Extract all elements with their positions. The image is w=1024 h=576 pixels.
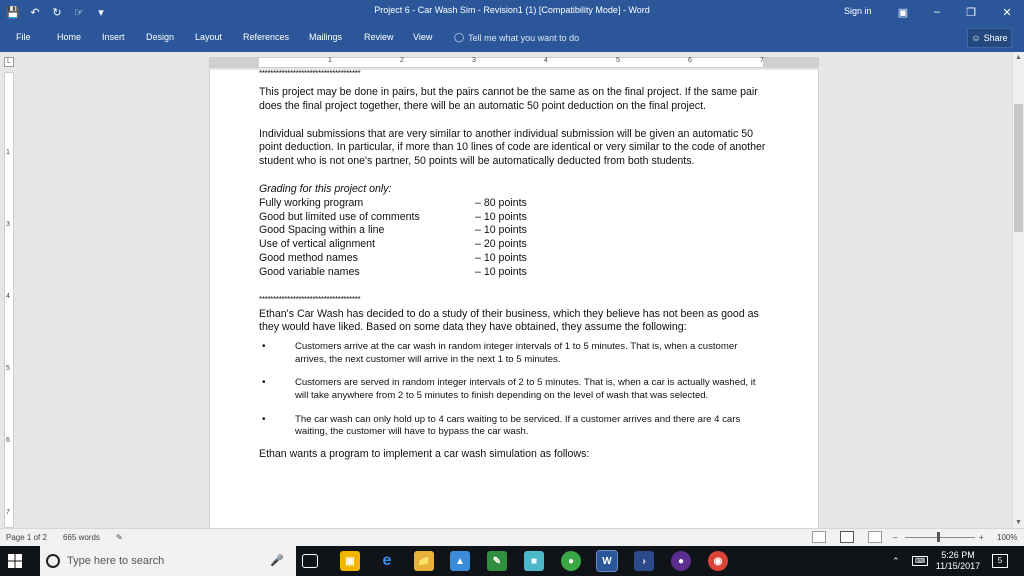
green-app-icon[interactable]: ● bbox=[561, 551, 581, 571]
tab-design[interactable]: Design bbox=[146, 32, 175, 42]
clock-time: 5:26 PM bbox=[941, 550, 975, 560]
proofing-icon[interactable]: ✎ bbox=[116, 533, 123, 542]
windows-start-icon[interactable] bbox=[8, 554, 22, 568]
ruler-number: 3 bbox=[6, 221, 10, 228]
tab-home[interactable]: Home bbox=[57, 32, 82, 42]
tell-me-text: Tell me what you want to do bbox=[468, 32, 580, 43]
page-count[interactable]: Page 1 of 2 bbox=[6, 533, 47, 542]
grading-row bbox=[259, 238, 769, 252]
ruler-number: 5 bbox=[616, 57, 620, 64]
print-layout-icon[interactable] bbox=[840, 531, 854, 543]
scroll-thumb[interactable] bbox=[1014, 104, 1023, 232]
minimize-button[interactable]: – bbox=[933, 6, 941, 18]
title-bar bbox=[0, 0, 1024, 24]
grading-points: – 20 points bbox=[475, 238, 527, 251]
share-label: Share bbox=[983, 33, 1008, 43]
grading-row bbox=[259, 266, 769, 280]
paragraph-car-wash-intro: Ethan's Car Wash has decided to do a study of their business, which they believe has not been as good as they would have liked. Based on some data they have obtained, they assume the following: bbox=[259, 307, 759, 334]
paragraph-program-request: Ethan wants a program to implement a car wash simulation as follows: bbox=[259, 447, 590, 460]
grading-title: Grading for this project only: bbox=[259, 182, 392, 195]
show-hidden-icons-icon[interactable]: ⌃ bbox=[892, 556, 900, 566]
grading-row bbox=[259, 252, 769, 266]
grading-points: – 10 points bbox=[475, 210, 527, 223]
grading-item: Good variable names bbox=[259, 265, 360, 278]
paragraph-pairs-rule: This project may be done in pairs, but the pairs cannot be the same as on the final project. If the same pair does the final project together, there will be an automatic 50 point deduction on the final project. bbox=[259, 86, 758, 112]
restore-button[interactable]: ❐ bbox=[966, 6, 976, 19]
share-button[interactable] bbox=[967, 28, 1012, 48]
ruler-number: 5 bbox=[6, 365, 10, 372]
tab-references[interactable]: References bbox=[243, 32, 290, 42]
ruler-number: 3 bbox=[472, 57, 476, 64]
ruler-number: 4 bbox=[6, 293, 10, 300]
grading-row bbox=[259, 211, 769, 225]
edge-icon[interactable]: e bbox=[382, 552, 392, 569]
bullet-icon: • bbox=[262, 377, 266, 389]
grading-points: – 80 points bbox=[475, 196, 527, 209]
grading-points: – 10 points bbox=[475, 265, 527, 278]
list-item bbox=[259, 414, 769, 439]
powershell-icon[interactable]: › bbox=[634, 551, 654, 571]
ribbon-display-options-icon[interactable]: ▣ bbox=[897, 6, 909, 19]
status-bar bbox=[0, 528, 1024, 546]
right-margin-area bbox=[763, 58, 818, 67]
window-title: Project 6 - Car Wash Sim - Revision1 (1) [Compatibility Mode] - Word bbox=[374, 5, 650, 15]
cortana-icon bbox=[46, 554, 60, 568]
zoom-out-icon[interactable]: – bbox=[893, 533, 898, 542]
ruler-number: 7 bbox=[6, 509, 10, 516]
ruler-area bbox=[0, 52, 1012, 70]
ruler-number: 7 bbox=[760, 57, 764, 64]
read-mode-icon[interactable] bbox=[812, 531, 826, 543]
paragraph-individual-rule: Individual submissions that are very similar to another individual submission will be given an automatic 50 point deduction. In particular, if more than 10 lines of code are identical or very similar to the code of another student who is not one's partner, 50 points will be automatically deducted from both students. bbox=[259, 127, 766, 168]
left-margin-area bbox=[210, 58, 259, 67]
grading-row bbox=[259, 224, 769, 238]
scroll-up-icon[interactable]: ▲ bbox=[1015, 54, 1022, 61]
system-clock[interactable] bbox=[928, 550, 988, 572]
bullet-icon: • bbox=[262, 341, 266, 353]
search-placeholder: Type here to search bbox=[67, 555, 165, 567]
person-icon: ☺ bbox=[971, 33, 981, 43]
purple-app-icon[interactable]: ● bbox=[671, 551, 691, 571]
tab-review[interactable]: Review bbox=[364, 32, 394, 42]
3d-box-icon[interactable]: ▲ bbox=[450, 551, 470, 571]
undo-icon[interactable]: ↶ bbox=[30, 6, 40, 19]
tab-layout[interactable]: Layout bbox=[195, 32, 223, 42]
windows-taskbar bbox=[0, 546, 1024, 576]
ruler-number: 4 bbox=[544, 57, 548, 64]
list-item-text: The car wash can only hold up to 4 cars waiting to be serviced. If a customer arrives and there are 4 cars waiting, the customer will have to bypass the car wash. bbox=[295, 413, 741, 438]
grading-item: Good method names bbox=[259, 251, 358, 264]
word-taskbar-icon[interactable]: W bbox=[597, 551, 617, 571]
taskbar-search-box[interactable] bbox=[40, 546, 296, 576]
grading-item: Good Spacing within a line bbox=[259, 224, 385, 237]
chrome-icon[interactable]: ◉ bbox=[708, 551, 728, 571]
separator-stars: ************************************ bbox=[259, 295, 361, 304]
list-item-text: Customers are served in random integer intervals of 2 to 5 minutes. That is, when a car is actually washed, it will take anywhere from 2 to 5 minutes to finish depending on the level of wash that was selected. bbox=[295, 377, 756, 401]
notification-count: 5 bbox=[997, 556, 1003, 565]
vertical-scrollbar[interactable] bbox=[1012, 52, 1024, 528]
tab-insert[interactable]: Insert bbox=[102, 32, 125, 42]
lightbulb-icon: ◯ bbox=[454, 32, 465, 42]
touch-mode-icon[interactable]: ☞ bbox=[74, 6, 84, 19]
zoom-slider-thumb[interactable] bbox=[937, 532, 940, 542]
grading-item: Good but limited use of comments bbox=[259, 210, 420, 223]
redo-icon[interactable]: ↻ bbox=[52, 6, 62, 19]
tab-selector[interactable]: L bbox=[4, 57, 14, 67]
microphone-icon[interactable]: 🎤 bbox=[270, 555, 284, 567]
task-view-icon[interactable] bbox=[302, 554, 318, 568]
clock-date: 11/15/2017 bbox=[935, 561, 981, 571]
grading-item: Fully working program bbox=[259, 196, 364, 209]
keyboard-icon[interactable]: ⌨ bbox=[912, 556, 928, 566]
bullet-icon: • bbox=[262, 413, 266, 425]
list-item bbox=[259, 341, 769, 366]
tell-me-box[interactable] bbox=[454, 32, 579, 43]
ruler-number: 2 bbox=[400, 57, 404, 64]
ruler-number: 1 bbox=[6, 149, 10, 156]
quick-access-toolbar bbox=[0, 0, 110, 24]
save-icon[interactable]: 💾 bbox=[6, 6, 20, 19]
zoom-slider[interactable] bbox=[905, 537, 975, 538]
grading-row bbox=[259, 197, 769, 211]
web-layout-icon[interactable] bbox=[868, 531, 882, 543]
tab-file[interactable]: File bbox=[16, 32, 31, 42]
grading-section bbox=[259, 183, 769, 280]
vertical-ruler[interactable] bbox=[4, 72, 14, 528]
list-item bbox=[259, 377, 769, 402]
grading-points: – 10 points bbox=[475, 251, 527, 264]
list-item-text: Customers arrive at the car wash in random integer intervals of 1 to 5 minutes. That is, when a customer arrives, the next customer will arrive in the next 1 to 5 minutes. bbox=[295, 341, 738, 365]
separator-stars: ************************************ bbox=[259, 70, 361, 78]
ruler-number: 1 bbox=[328, 57, 332, 64]
tab-mailings[interactable]: Mailings bbox=[309, 32, 343, 42]
tab-view[interactable]: View bbox=[413, 32, 433, 42]
grading-points: – 10 points bbox=[475, 224, 527, 237]
file-explorer-icon[interactable]: 📁 bbox=[414, 551, 434, 571]
zoom-in-icon[interactable]: + bbox=[979, 533, 984, 542]
action-center-icon[interactable] bbox=[992, 554, 1008, 568]
ribbon-tabs bbox=[0, 24, 1024, 52]
app-icon[interactable]: ■ bbox=[524, 551, 544, 571]
store-icon[interactable]: ▣ bbox=[340, 551, 360, 571]
assumption-list bbox=[259, 341, 769, 439]
sign-in-link[interactable]: Sign in bbox=[844, 6, 872, 16]
notepad-icon[interactable]: ✎ bbox=[487, 551, 507, 571]
scroll-down-icon[interactable]: ▼ bbox=[1015, 519, 1022, 526]
close-button[interactable]: ✕ bbox=[1002, 6, 1012, 19]
document-body[interactable] bbox=[259, 70, 769, 462]
ruler-number: 6 bbox=[688, 57, 692, 64]
document-page[interactable] bbox=[209, 70, 819, 528]
zoom-level[interactable]: 100% bbox=[997, 533, 1018, 542]
word-count[interactable]: 665 words bbox=[63, 533, 100, 542]
grading-item: Use of vertical alignment bbox=[259, 238, 375, 251]
customize-toolbar-icon[interactable]: ▾ bbox=[98, 6, 104, 19]
ruler-number: 6 bbox=[6, 437, 10, 444]
horizontal-ruler[interactable] bbox=[209, 57, 819, 68]
